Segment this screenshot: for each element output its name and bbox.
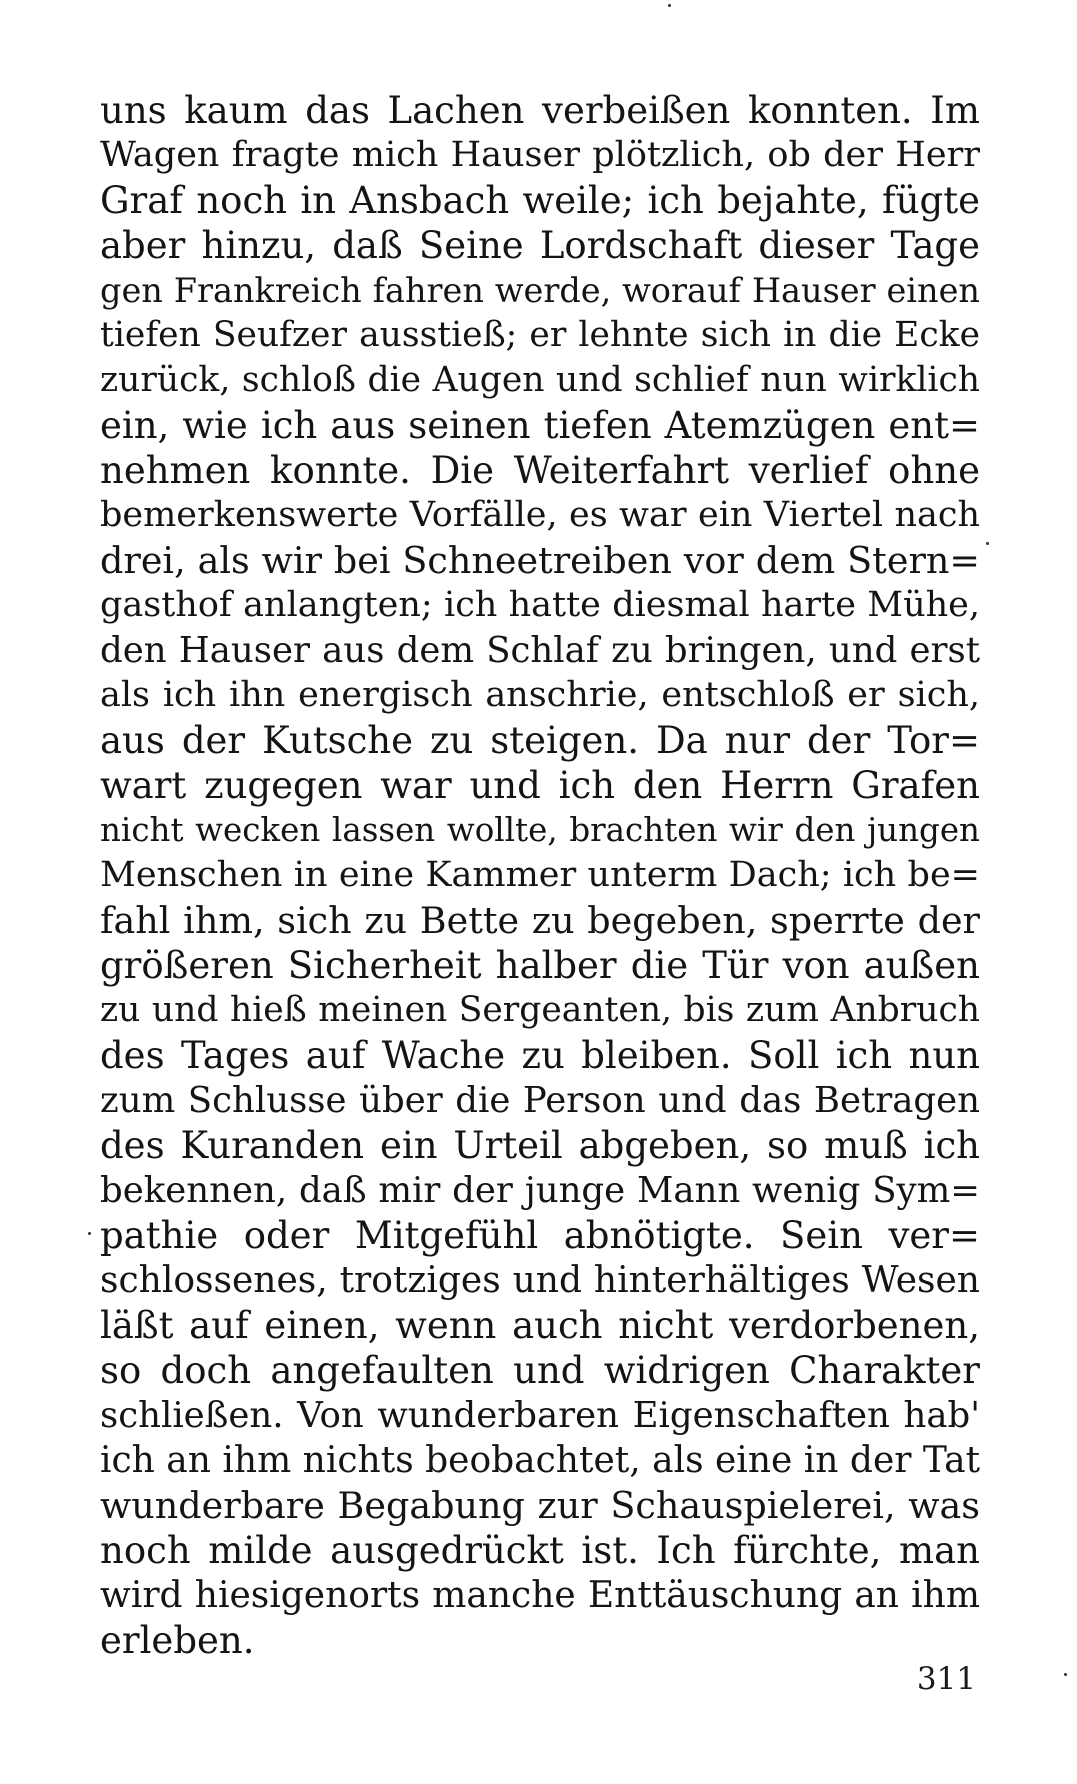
text-line: bemerkenswerte Vorfälle, es war ein Viertel nach — [100, 495, 980, 535]
text-line: tiefen Seufzer ausstieß; er lehnte sich in die Ecke — [100, 315, 980, 355]
text-line: wart zugegen war und ich den Herrn Grafen — [100, 764, 980, 807]
text-line: nicht wecken lassen wollte, brachten wir den jungen — [100, 811, 980, 849]
text-line: erleben. — [100, 1619, 255, 1662]
text-line: pathie oder Mitgefühl abnötigte. Sein ver= — [100, 1214, 980, 1257]
text-line: Menschen in eine Kammer unterm Dach; ich be= — [100, 855, 980, 895]
text-line: schlossenes, trotziges und hinterhältiges Wesen — [100, 1260, 980, 1301]
text-line: gen Frankreich fahren werde, worauf Hauser einen — [100, 271, 980, 310]
text-line: wunderbare Begabung zur Schauspielerei, was — [100, 1484, 980, 1527]
text-line: noch milde ausgedrückt ist. Ich fürchte, man — [100, 1529, 980, 1572]
page-number: 311 — [916, 1661, 976, 1697]
text-line: zurück, schloß die Augen und schlief nun wirklich — [100, 360, 980, 400]
text-line: als ich ihn energisch anschrie, entschloß er sich, — [100, 675, 980, 715]
text-line: Wagen fragte mich Hauser plötzlich, ob der Herr — [100, 135, 980, 175]
text-line: Graf noch in Ansbach weile; ich bejahte, fügte — [100, 179, 980, 222]
text-line: uns kaum das Lachen verbeißen konnten. Im — [100, 89, 980, 132]
text-line: aber hinzu, daß Seine Lordschaft dieser Tage — [100, 224, 980, 267]
print-speck — [88, 1232, 91, 1235]
text-line: des Kuranden ein Urteil abgeben, so muß ich — [100, 1124, 980, 1167]
text-line: wird hiesigenorts manche Enttäuschung an ihm — [100, 1575, 980, 1616]
text-line: ein, wie ich aus seinen tiefen Atemzügen ent= — [100, 404, 980, 447]
text-line: aus der Kutsche zu steigen. Da nur der Tor= — [100, 719, 980, 762]
print-speck — [668, 4, 671, 7]
text-line: fahl ihm, sich zu Bette zu begeben, sperrte der — [100, 899, 980, 942]
text-line: ich an ihm nichts beobachtet, als eine in der Tat — [100, 1440, 981, 1481]
print-speck — [1064, 1673, 1067, 1676]
text-line: zum Schlusse über die Person und das Betragen — [100, 1080, 980, 1121]
text-line: läßt auf einen, wenn auch nicht verdorbenen, — [100, 1304, 980, 1347]
text-line: des Tages auf Wache zu bleiben. Soll ich nun — [100, 1034, 980, 1077]
body-text — [100, 88, 980, 1663]
text-line: den Hauser aus dem Schlaf zu bringen, und erst — [100, 630, 980, 671]
text-line: gasthof anlangten; ich hatte diesmal harte Mühe, — [100, 585, 980, 625]
text-line: schließen. Von wunderbaren Eigenschaften hab' — [100, 1395, 980, 1436]
text-line: zu und hieß meinen Sergeanten, bis zum Anbruch — [100, 990, 980, 1030]
text-line: bekennen, daß mir der junge Mann wenig Sym= — [100, 1170, 980, 1211]
text-line: drei, als wir bei Schneetreiben vor dem Stern= — [100, 539, 980, 582]
text-line: so doch angefaulten und widrigen Charakter — [100, 1349, 980, 1392]
text-line: größeren Sicherheit halber die Tür von außen — [100, 944, 980, 987]
text-line: nehmen konnte. Die Weiterfahrt verlief ohne — [100, 449, 980, 492]
print-speck — [986, 542, 989, 545]
